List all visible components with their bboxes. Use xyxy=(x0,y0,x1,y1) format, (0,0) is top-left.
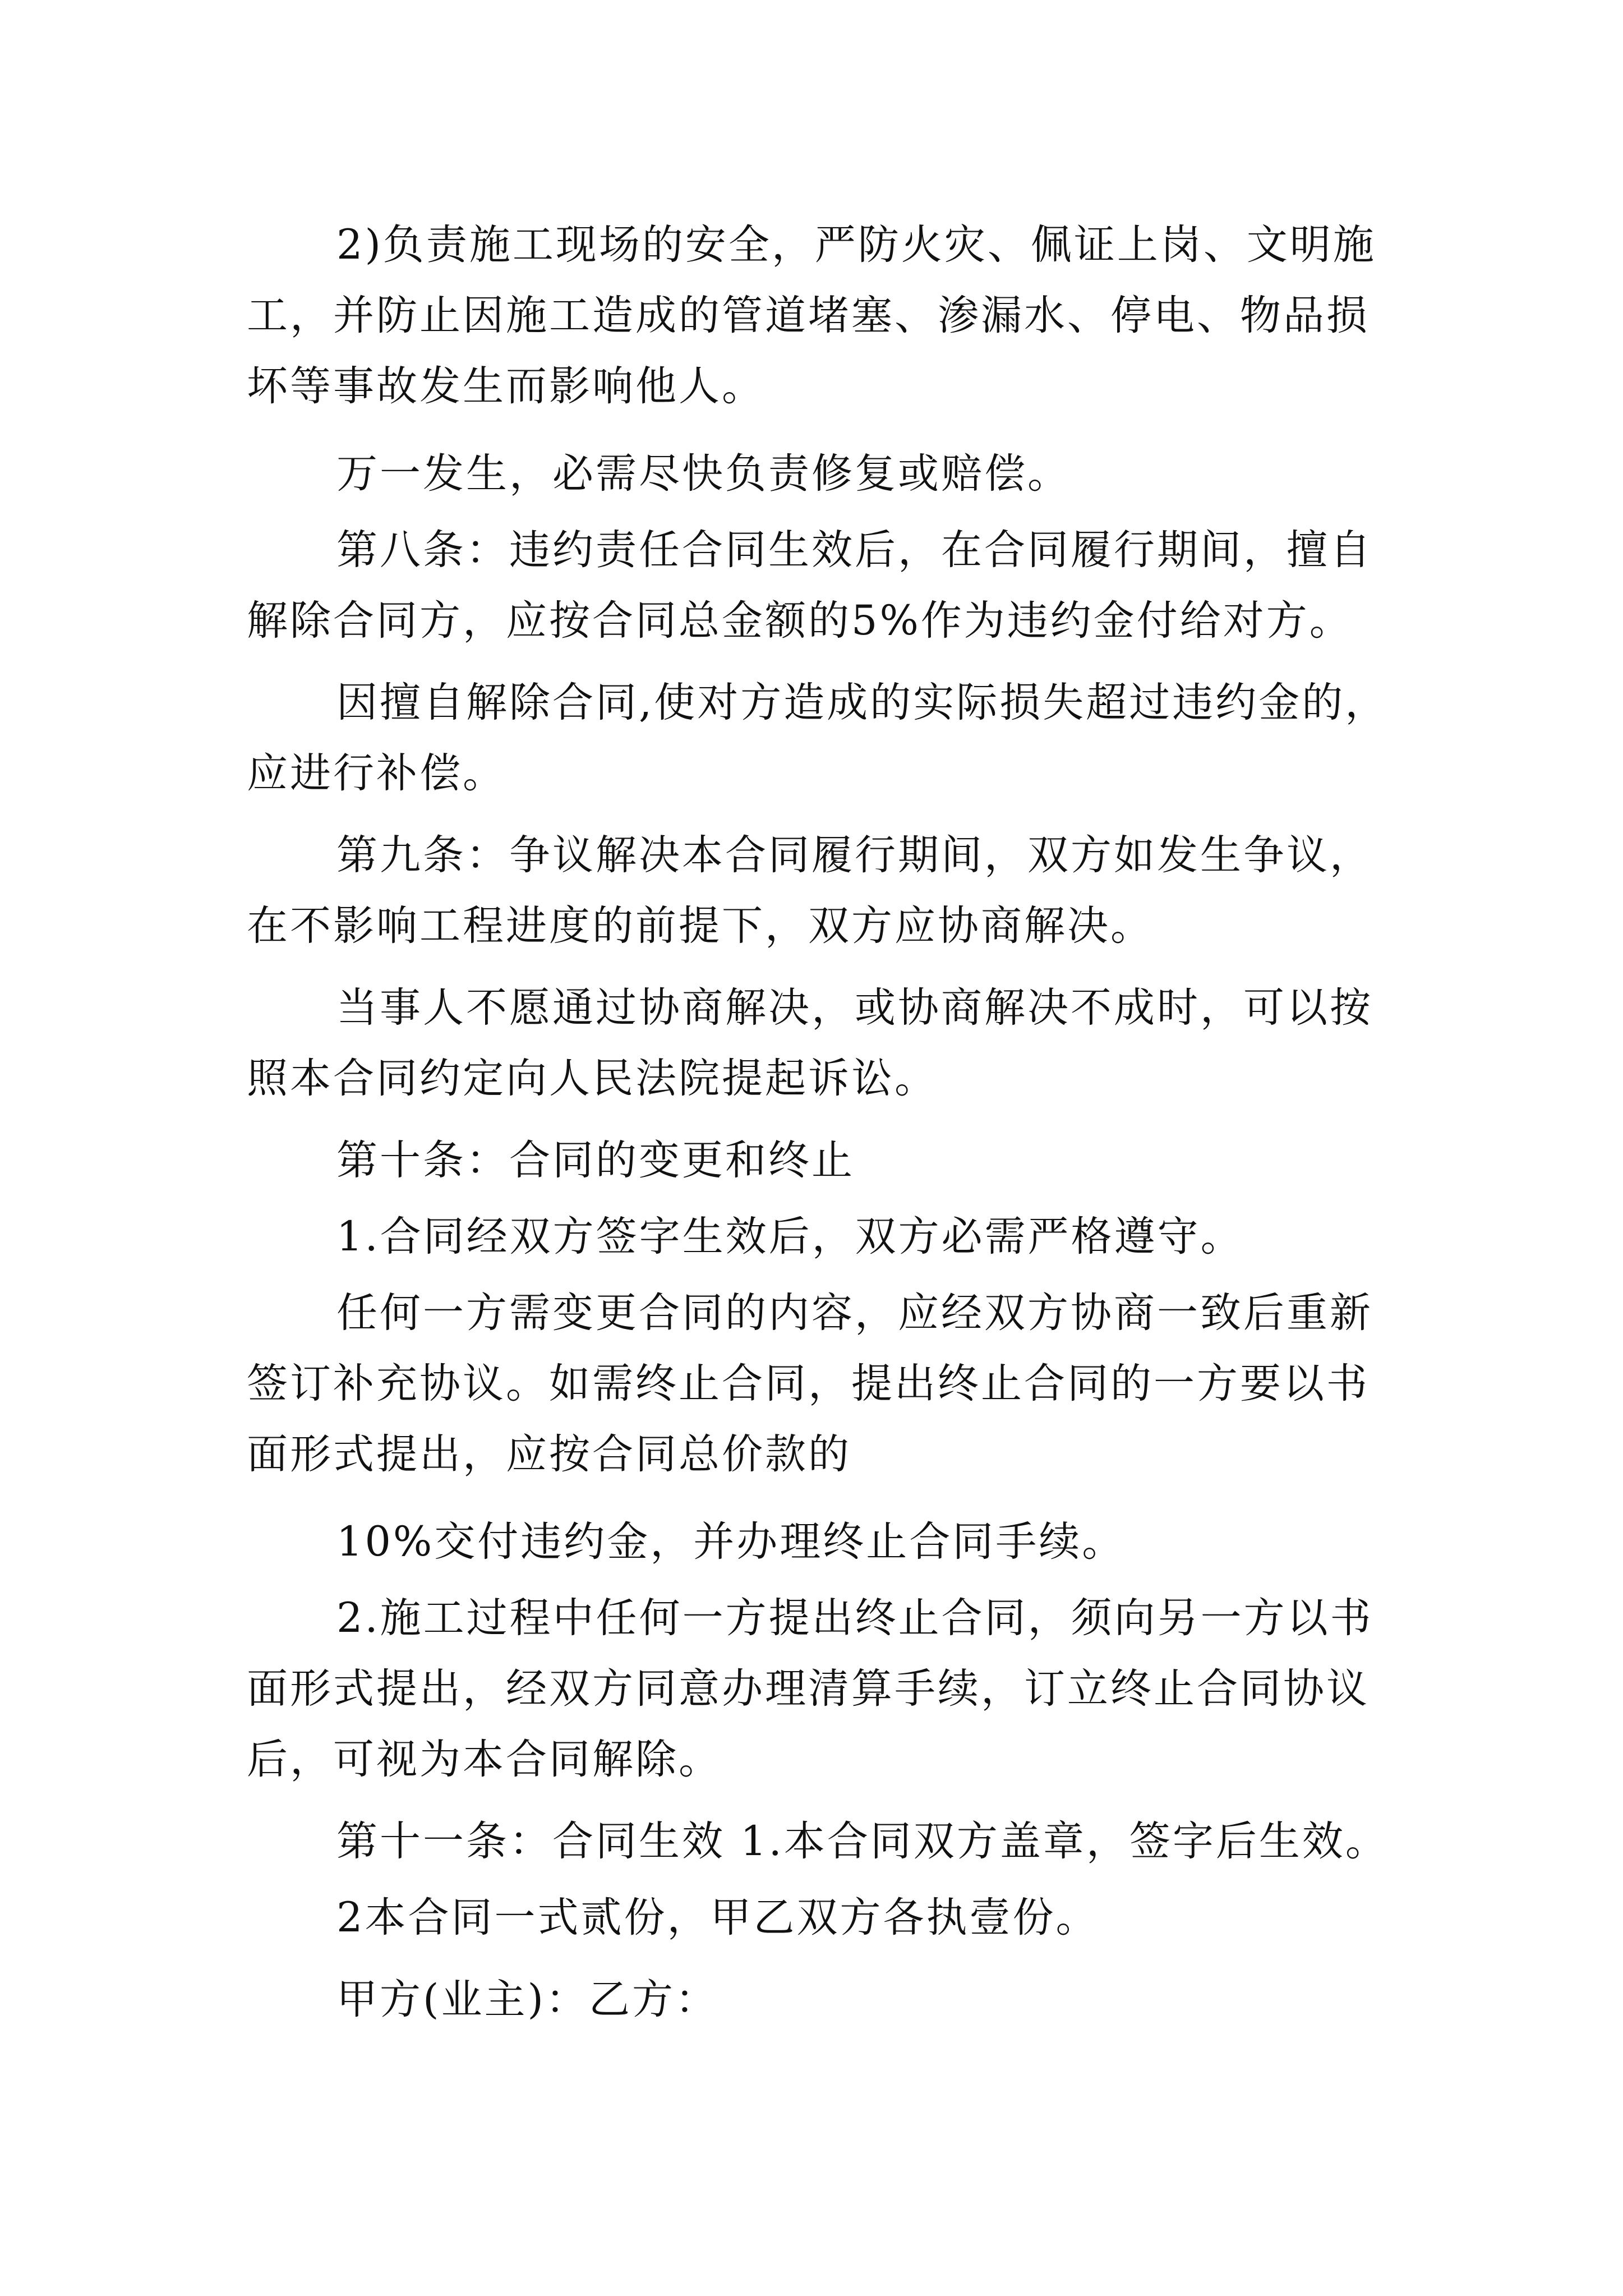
text-line: 2本合同一式贰份，甲乙双方各执壹份。 xyxy=(336,1894,1099,1941)
text-line: 万一发生，必需尽快负责修复或赔偿。 xyxy=(336,450,1071,498)
text-line: 任何一方需变更合同的内容，应经双方协商一致后重新 xyxy=(336,1289,1373,1337)
text-line: 工，并防止因施工造成的管道堵塞、渗漏水、停电、物品损 xyxy=(247,292,1370,339)
text-line: 2.施工过程中任何一方提出终止合同，须向另一方以书 xyxy=(336,1594,1373,1642)
text-line: 10%交付违约金，并办理终止合同手续。 xyxy=(336,1518,1126,1566)
text-line: 面形式提出，经双方同意办理清算手续，订立终止合同协议 xyxy=(247,1665,1370,1713)
text-line: 解除合同方，应按合同总金额的5%作为违约金付给对方。 xyxy=(247,597,1353,645)
text-line: 在不影响工程进度的前提下，双方应协商解决。 xyxy=(247,902,1154,950)
text-line: 1.合同经双方签字生效后，双方必需严格遵守。 xyxy=(336,1213,1244,1260)
text-line: 应进行补偿。 xyxy=(247,749,506,797)
text-line: 因擅自解除合同,使对方造成的实际损失超过违约金的， xyxy=(336,679,1389,726)
text-line: 签订补充协议。如需终止合同，提出终止合同的一方要以书 xyxy=(247,1360,1370,1407)
text-line: 照本合同约定向人民法院提起诉讼。 xyxy=(247,1055,938,1102)
text-line: 第八条：违约责任合同生效后，在合同履行期间，擅自 xyxy=(336,526,1373,574)
text-line: 后，可视为本合同解除。 xyxy=(247,1736,722,1783)
text-line: 第九条：争议解决本合同履行期间，双方如发生争议， xyxy=(336,831,1373,879)
text-line: 甲方(业主)：乙方： xyxy=(336,1976,718,2023)
text-line: 当事人不愿通过协商解决，或协商解决不成时，可以按 xyxy=(336,984,1373,1032)
text-line: 坏等事故发生而影响他人。 xyxy=(247,362,765,410)
text-line: 第十条：合同的变更和终止 xyxy=(336,1137,855,1184)
text-line: 第十一条：合同生效 1.本合同双方盖章，签字后生效。 xyxy=(336,1818,1389,1865)
text-line: 面形式提出，应按合同总价款的 xyxy=(247,1430,851,1478)
text-line: 2)负责施工现场的安全，严防火灾、佩证上岗、文明施 xyxy=(336,221,1376,269)
